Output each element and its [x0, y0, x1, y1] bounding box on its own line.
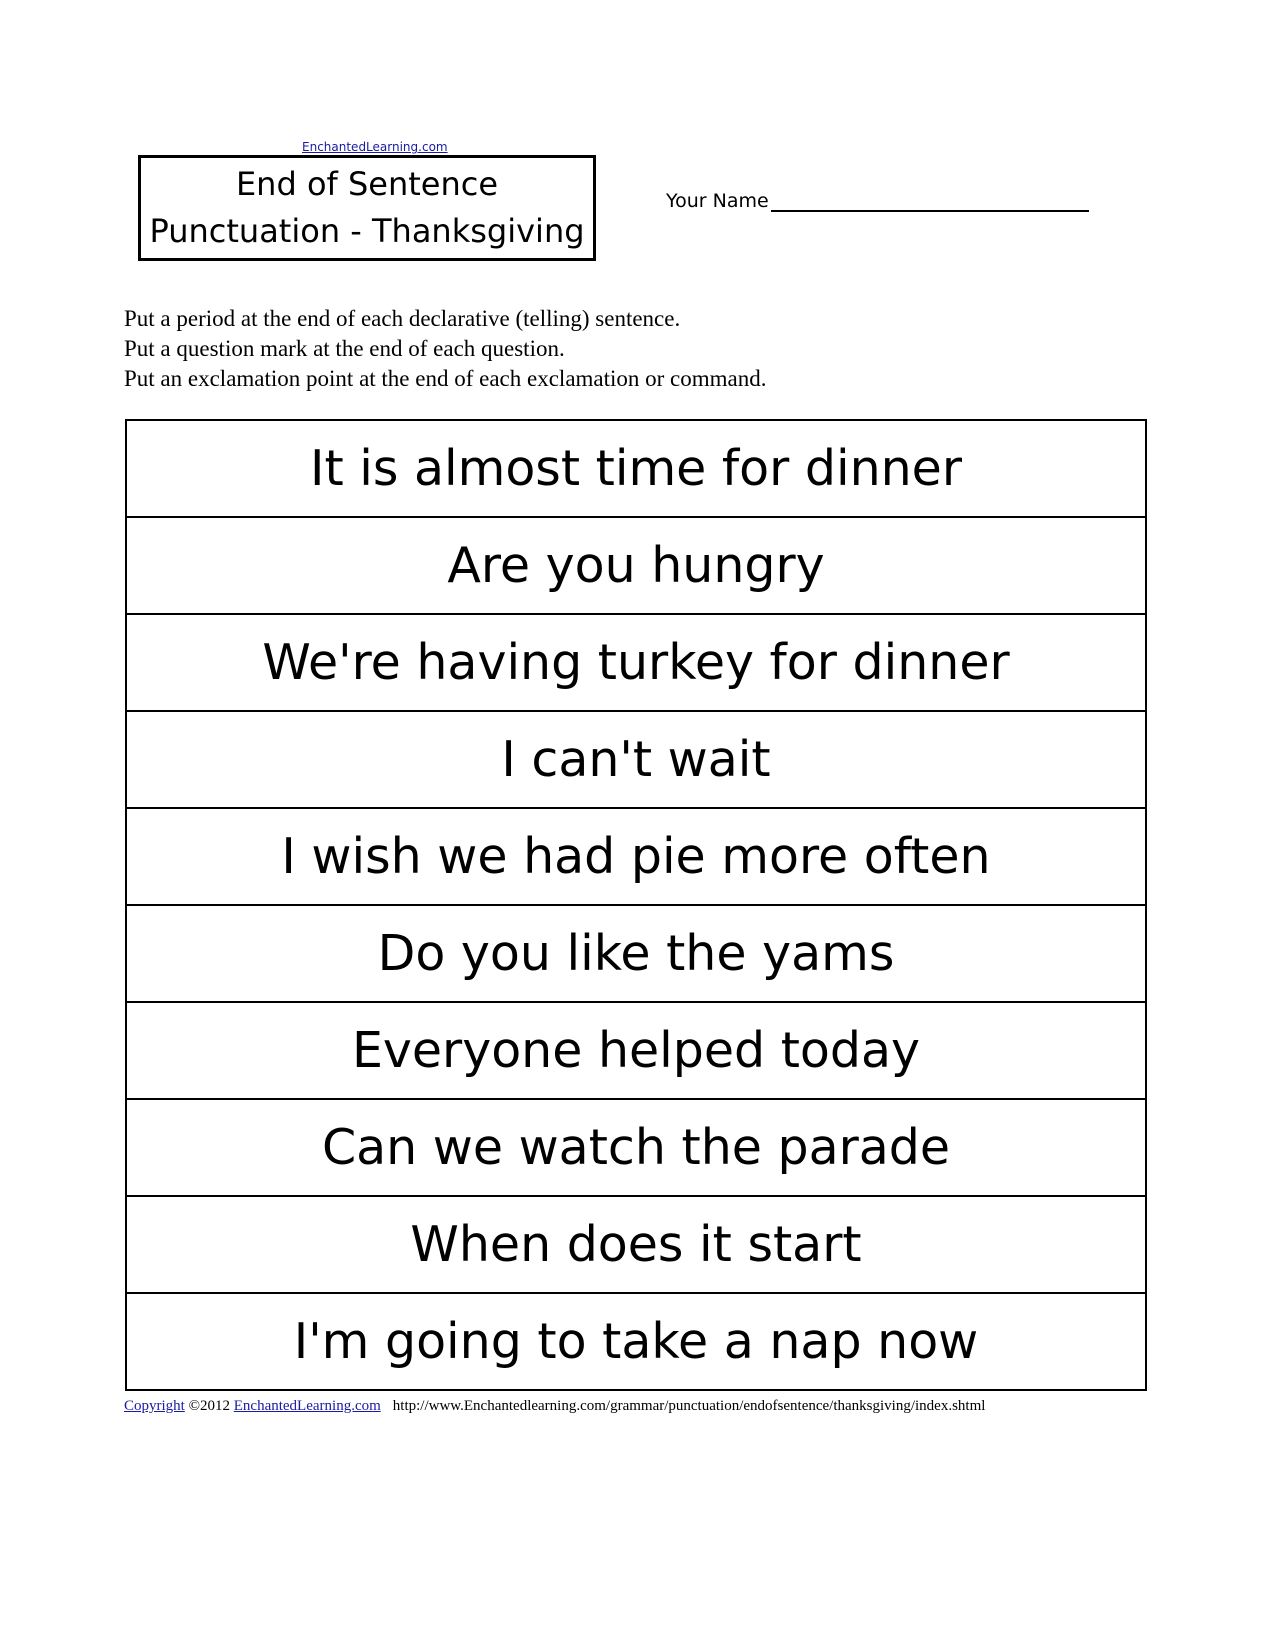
sentence-row: Can we watch the parade — [127, 1100, 1145, 1197]
copyright-link[interactable]: Copyright — [124, 1398, 185, 1414]
instructions — [124, 304, 767, 394]
sentence-table — [125, 419, 1147, 1391]
name-field — [666, 188, 1089, 212]
name-label: Your Name — [666, 190, 769, 212]
sentence-row: I wish we had pie more often — [127, 809, 1145, 906]
sentence-row: When does it start — [127, 1197, 1145, 1294]
title-line-1: End of Sentence — [235, 165, 499, 203]
sentence-row: Everyone helped today — [127, 1003, 1145, 1100]
name-blank-line — [771, 188, 1089, 212]
sentence-row: Are you hungry — [127, 518, 1145, 615]
title-line-2: Punctuation - Thanksgiving — [149, 212, 585, 250]
footer-site-link[interactable]: EnchantedLearning.com — [233, 1398, 381, 1414]
sentence-row: It is almost time for dinner — [127, 421, 1145, 518]
instruction-question-mark: Put a question mark at the end of each question. — [124, 336, 565, 361]
sentence-row: We're having turkey for dinner — [127, 615, 1145, 712]
worksheet-title-box — [138, 155, 596, 261]
instruction-exclamation: Put an exclamation point at the end of each exclamation or command. — [124, 366, 767, 391]
instruction-period: Put a period at the end of each declarative (telling) sentence. — [124, 306, 681, 331]
site-link-top[interactable]: EnchantedLearning.com — [302, 140, 448, 154]
sentence-row: I can't wait — [127, 712, 1145, 809]
footer-url: http://www.Enchantedlearning.com/grammar/punctuation/endofsentence/thanksgiving/index.shtml — [392, 1398, 986, 1414]
footer — [124, 1398, 985, 1415]
sentence-row: Do you like the yams — [127, 906, 1145, 1003]
copyright-year: ©2012 — [184, 1398, 234, 1414]
sentence-row: I'm going to take a nap now — [293, 1313, 979, 1370]
